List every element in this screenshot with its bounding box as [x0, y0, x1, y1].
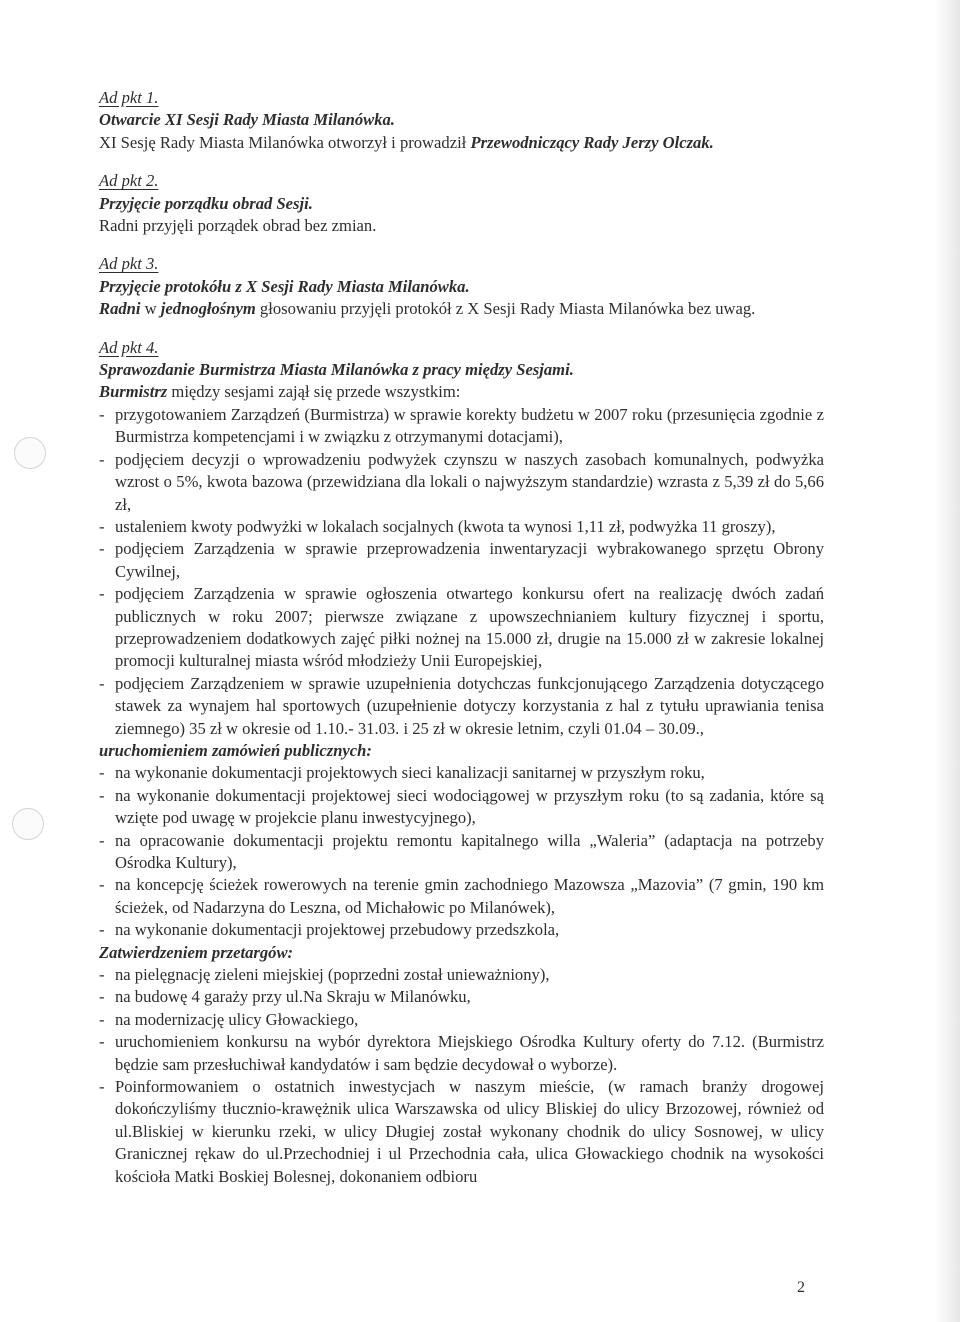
list-item: - na modernizację ulicy Głowackiego,	[99, 1009, 359, 1029]
list-item: - podjęciem Zarządzenia w sprawie przeprowadzenia inwentaryzacji wybrakowanego sprzętu Obrony Cywilnej,	[99, 539, 824, 581]
subsection-title: uruchomieniem zamówień publicznych:	[99, 740, 372, 760]
scan-edge-shadow	[934, 0, 960, 1322]
section-title: Sprawozdanie Burmistrza Miasta Milanówka z pracy między Sesjami.	[99, 360, 574, 380]
list-item: - ustaleniem kwoty podwyżki w lokalach socjalnych (kwota ta wynosi 1,11 zł, podwyżka 11 groszy),	[99, 516, 776, 536]
section-title: Przyjęcie porządku obrad Sesji.	[99, 193, 313, 213]
section-heading: Ad pkt 2.	[99, 171, 159, 191]
punch-hole	[14, 437, 46, 469]
section-pkt-3	[99, 253, 824, 320]
section-text: Radni w jednogłośnym głosowaniu przyjęli protokół z X Sesji Rady Miasta Milanówka bez uwag.	[99, 299, 756, 319]
list-item: - na opracowanie dokumentacji projektu remontu kapitalnego willa „Waleria” (adaptacja na potrzeby Ośrodka Kultury),	[99, 830, 824, 872]
section-pkt-2	[99, 170, 824, 237]
section-title: Otwarcie XI Sesji Rady Miasta Milanówka.	[99, 110, 395, 130]
section-text: XI Sesję Rady Miasta Milanówka otworzył i prowadził Przewodniczący Rady Jerzy Olczak.	[99, 132, 714, 152]
list-item: - podjęciem Zarządzenia w sprawie ogłoszenia otwartego konkursu ofert na realizację dwóch zadań publicznych w roku 2007; pierwsze związane z upowszechnianiem kultury fizycznej i sportu, przeprowadzeniem dodatkowych zajęć piłki nożnej na 15.000 zł, drugie na 15.000 zł w zakresie lokalnej promocji kulturalnej miasta wśród młodzieży Unii Europejskiej,	[99, 584, 824, 671]
section-heading: Ad pkt 4.	[99, 337, 159, 357]
section-pkt-1	[99, 87, 824, 154]
list-item: - na wykonanie dokumentacji projektowych sieci kanalizacji sanitarnej w przyszłym roku,	[99, 763, 705, 783]
section-pkt-4	[99, 337, 824, 1188]
list-item: - na budowę 4 garaży przy ul.Na Skraju w Milanówku,	[99, 987, 471, 1007]
section-intro: Burmistrz między sesjami zajął się przede wszystkim:	[99, 382, 461, 402]
list-item: - podjęciem Zarządzeniem w sprawie uzupełnienia dotychczas funkcjonującego Zarządzenia dotyczącego stawek za wynajem hal sportowych (uzupełnienie dotyczy korzystania z hal z tytułu uprawiania tenisa ziemnego) 35 zł w okresie od 1.10.- 31.03. i 25 zł w okresie letnim, czyli 01.04 – 30.09.,	[99, 673, 824, 738]
document-body	[99, 87, 824, 1188]
list-item: - uruchomieniem konkursu na wybór dyrektora Miejskiego Ośrodka Kultury oferty do 7.12. (Burmistrz będzie sam przesłuchiwał kandydatów i sam będzie decydował o wyborze).	[99, 1032, 824, 1074]
list-item: - na pielęgnację zieleni miejskiej (poprzedni został unieważniony),	[99, 965, 550, 985]
list-item: - Poinformowaniem o ostatnich inwestycjach w naszym mieście, (w ramach branży drogowej dokończyliśmy tłuczniо-krawężnik ulica Warszawska od ulicy Bliskiej do ulicy Brzozowej, również od ul.Bliskiej w kierunku rzeki, w ulicy Długiej został wykonany chodnik do ulicy Sosnowej, w ulicy Granicznej rękaw do ul.Przechodniej i ul Przechodnia cała, ulica Głowackiego chodnik na wysokości kościoła Matki Boskiej Bolesnej, dokonaniem odbioru	[99, 1077, 824, 1186]
subsection-title: Zatwierdzeniem przetargów:	[99, 942, 294, 962]
list-item: - podjęciem decyzji o wprowadzeniu podwyżek czynszu w naszych zasobach komunalnych, podwyżka wzrost o 5%, kwota bazowa (przewidziana dla lokali o najwyższym standardzie) wzrasta z 5,39 zł do 5,66 zł,	[99, 449, 824, 514]
list-item: - na wykonanie dokumentacji projektowej przebudowy przedszkola,	[99, 920, 560, 940]
list-item: - na wykonanie dokumentacji projektowej sieci wodociągowej w przyszłym roku (to są zadania, które są wzięte pod uwagę w projekcie planu inwestycyjnego),	[99, 785, 824, 828]
list-item: - przygotowaniem Zarządzeń (Burmistrza) w sprawie korekty budżetu w 2007 roku (przesunięcia zgodnie z Burmistrza kompetencjami i w związku z otrzymanymi dotacjami),	[99, 404, 824, 447]
section-heading: Ad pkt 3.	[99, 254, 159, 274]
list-item: - na koncepcję ścieżek rowerowych na terenie gmin zachodniego Mazowsza „Mazovia” (7 gmin, 190 km ścieżek, od Nadarzyna do Leszna, od Michałowic po Milanówek),	[99, 875, 824, 917]
page-number: 2	[797, 1279, 805, 1296]
section-text: Radni przyjęli porządek obrad bez zmian.	[99, 216, 377, 236]
section-heading: Ad pkt 1.	[99, 88, 159, 107]
section-title: Przyjęcie protokółu z X Sesji Rady Miasta Milanówka.	[99, 276, 470, 296]
punch-hole	[12, 808, 44, 840]
